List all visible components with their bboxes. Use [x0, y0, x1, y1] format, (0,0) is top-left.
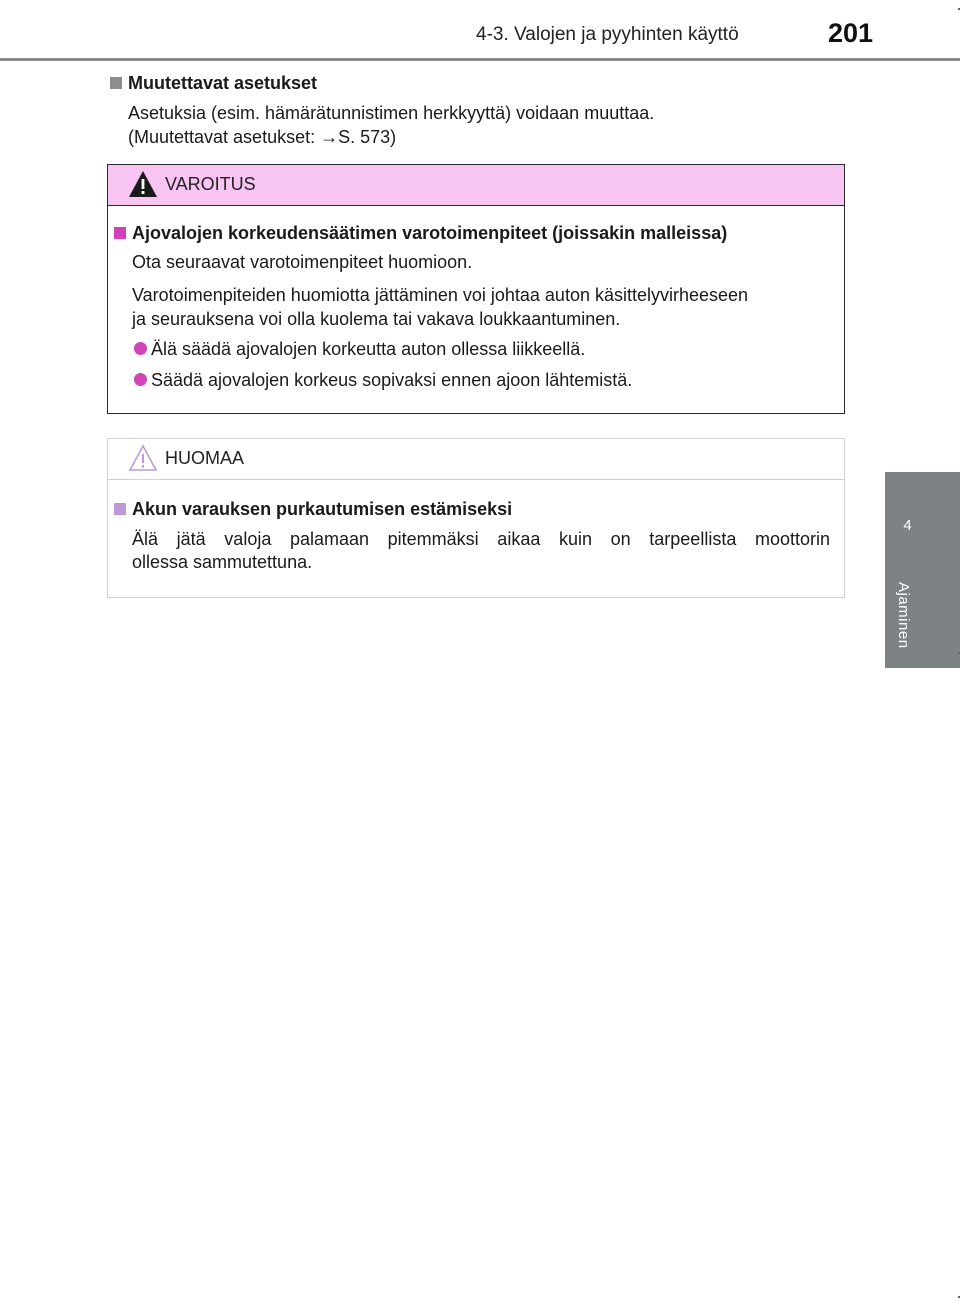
warning-bullet	[134, 368, 632, 393]
notice-header	[108, 439, 844, 480]
chapter-number: 4	[903, 517, 912, 534]
notice-box	[107, 438, 845, 598]
warning-bullet-text: Älä säädä ajovalojen korkeutta auton ollessa liikkeellä.	[151, 339, 586, 359]
settings-reference: (Muutettavat asetukset: →S. 573)	[128, 127, 397, 147]
bullet-dot-icon	[134, 342, 147, 355]
section-heading	[110, 73, 317, 94]
section-title: 4-3. Valojen ja pyyhinten käyttö	[476, 24, 739, 45]
warning-heading	[114, 221, 727, 246]
page-number: 201	[828, 18, 874, 48]
square-bullet-icon	[110, 77, 122, 89]
warning-body-line: Varotoimenpiteiden huomiotta jättäminen voi johtaa auton käsittelyvirheeseen	[132, 285, 749, 305]
warning-title: VAROITUS	[165, 174, 256, 194]
warning-heading-text: Ajovalojen korkeudensäätimen varotoimenpiteet (joissakin malleissa)	[132, 223, 728, 243]
notice-heading-text: Akun varauksen purkautumisen estämiseksi	[132, 499, 513, 519]
notice-body-line: ollessa sammutettuna.	[132, 552, 313, 572]
section-heading-text: Muutettavat asetukset	[128, 73, 318, 93]
warning-triangle-icon	[128, 170, 158, 198]
square-bullet-icon	[114, 503, 126, 515]
header-divider	[0, 58, 960, 61]
warning-header	[108, 165, 844, 206]
warning-body-line: ja seurauksena voi olla kuolema tai vakava loukkaantuminen.	[132, 309, 621, 329]
square-bullet-icon	[114, 227, 126, 239]
warning-box	[107, 164, 845, 414]
chapter-label: Ajaminen	[895, 582, 912, 649]
warning-intro: Ota seuraavat varotoimenpiteet huomioon.	[132, 252, 473, 272]
settings-description: Asetuksia (esim. hämärätunnistimen herkkyyttä) voidaan muuttaa.	[128, 103, 655, 123]
notice-heading	[114, 497, 512, 522]
caution-triangle-icon	[128, 444, 158, 472]
notice-title: HUOMAA	[165, 448, 245, 468]
warning-bullet	[134, 337, 585, 362]
notice-body-line: Älä jätä valoja palamaan pitemmäksi aikaa kuin on tarpeellista moottorin	[132, 529, 830, 549]
warning-bullet-text: Säädä ajovalojen korkeus sopivaksi ennen ajoon lähtemistä.	[151, 370, 633, 390]
bullet-dot-icon	[134, 373, 147, 386]
